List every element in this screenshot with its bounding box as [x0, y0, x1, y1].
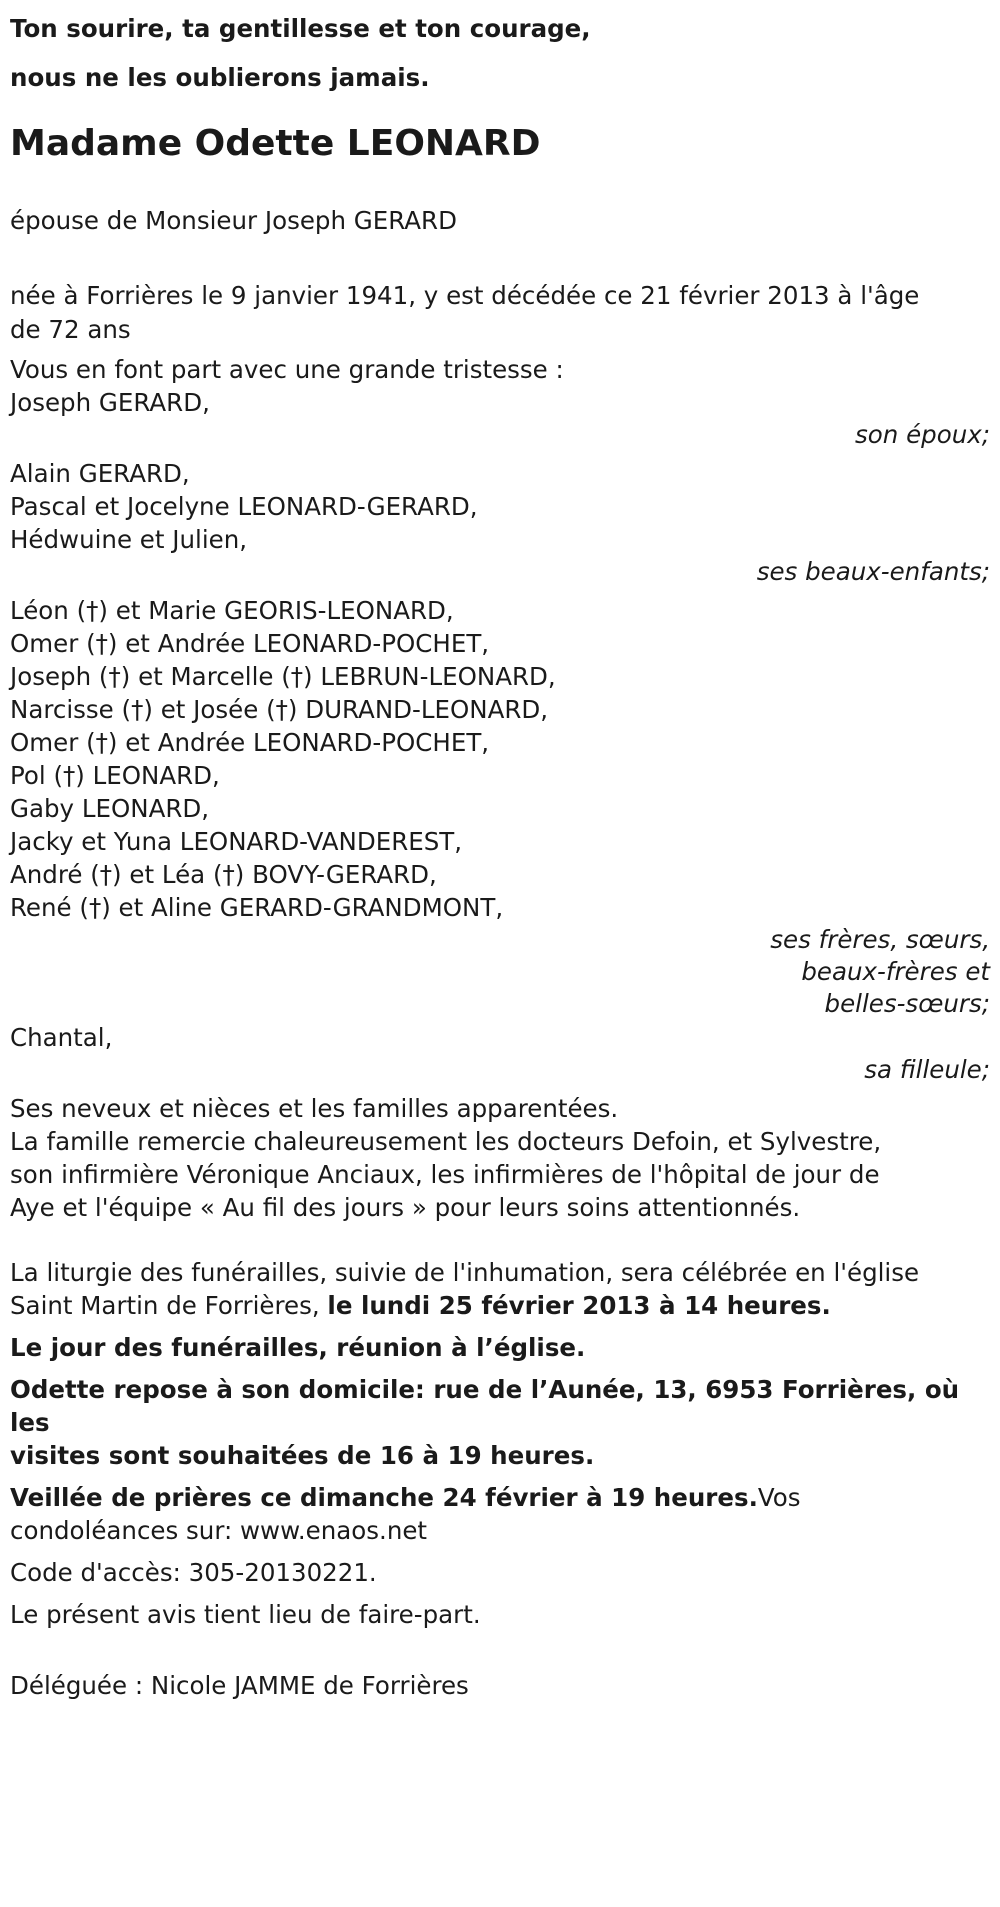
spouse-line: épouse de Monsieur Joseph GERARD [10, 206, 457, 235]
sibling-name: Jacky et Yuna LEONARD-VANDEREST, [10, 827, 463, 856]
sibling-name: Gaby LEONARD, [10, 794, 210, 823]
notice-line: Le présent avis tient lieu de faire-part. [10, 1600, 481, 1629]
thanks-line-1: La famille remercie chaleureusement les docteurs Defoin, et Sylvestre, [10, 1127, 882, 1156]
thanks-block [10, 1092, 990, 1224]
vigil-text: Veillée de prières ce dimanche 24 février à 19 heures. [10, 1483, 758, 1512]
liturgy-line-2 [10, 1289, 990, 1322]
thanks-line-3: Aye et l'équipe « Au fil des jours » pour leurs soins attentionnés. [10, 1193, 801, 1222]
birth-death-line-1: née à Forrières le 9 janvier 1941, y est décédée ce 21 février 2013 à l'âge [10, 281, 920, 310]
stepchild-name: Alain GERARD, [10, 459, 190, 488]
motto-line-1: Ton sourire, ta gentillesse et ton courage, [10, 14, 591, 43]
liturgy-line-1: La liturgie des funérailles, suivie de l'inhumation, sera célébrée en l'église [10, 1258, 920, 1287]
goddaughter-role: sa filleule; [864, 1055, 990, 1084]
liturgy-location: Saint Martin de Forrières, [10, 1291, 328, 1320]
sibling-name: Narcisse (†) et Josée (†) DURAND-LEONARD, [10, 695, 549, 724]
delegate-line: Déléguée : Nicole JAMME de Forrières [10, 1671, 469, 1700]
stepchildren-role: ses beaux-enfants; [756, 557, 990, 586]
liturgy-datetime: le lundi 25 février 2013 à 14 heures. [327, 1291, 831, 1320]
stepchildren-group [10, 457, 990, 588]
access-code: Code d'accès: 305-20130221. [10, 1558, 377, 1587]
condolences-link-line: condoléances sur: www.enaos.net [10, 1516, 428, 1545]
siblings-role [10, 924, 990, 1020]
spouse-role: son époux; [855, 420, 990, 449]
sibling-name: Pol (†) LEONARD, [10, 761, 220, 790]
spouse-name: Joseph GERARD, [10, 388, 210, 417]
sibling-name: René (†) et Aline GERARD-GRANDMONT, [10, 893, 504, 922]
stepchild-name: Hédwuine et Julien, [10, 525, 248, 554]
siblings-group [10, 594, 990, 1020]
deceased-name: Madame Odette LEONARD [10, 123, 541, 164]
sibling-name: Joseph (†) et Marcelle (†) LEBRUN-LEONARD, [10, 662, 556, 691]
rest-block [10, 1373, 990, 1472]
sibling-name: Omer (†) et Andrée LEONARD-POCHET, [10, 629, 490, 658]
goddaughter-name: Chantal, [10, 1023, 113, 1052]
sibling-name: André (†) et Léa (†) BOVY-GERARD, [10, 860, 437, 889]
sibling-name: Léon (†) et Marie GEORIS-LEONARD, [10, 596, 454, 625]
birth-death-line-2: de 72 ans [10, 315, 131, 344]
goddaughter-group [10, 1020, 990, 1084]
siblings-role-line: belles-sœurs; [824, 989, 990, 1018]
motto-line-2: nous ne les oublierons jamais. [10, 63, 430, 92]
vigil-block [10, 1481, 990, 1547]
siblings-role-line: beaux-frères et [801, 957, 990, 986]
rest-line-2: visites sont souhaitées de 16 à 19 heures. [10, 1441, 595, 1470]
sibling-name: Omer (†) et Andrée LEONARD-POCHET, [10, 728, 490, 757]
relatives-line: Ses neveux et nièces et les familles apparentées. [10, 1094, 619, 1123]
vigil-condolences-start: Vos [757, 1483, 801, 1512]
rest-line-1: Odette repose à son domicile: rue de l’Aunée, 13, 6953 Forrières, où les [10, 1375, 960, 1437]
spouse-group [10, 387, 990, 451]
vigil-line-1 [10, 1481, 990, 1514]
siblings-role-line: ses frères, sœurs, [770, 925, 990, 954]
liturgy-block [10, 1256, 990, 1322]
thanks-line-2: son infirmière Véronique Anciaux, les infirmières de l'hôpital de jour de [10, 1160, 880, 1189]
meeting-line: Le jour des funérailles, réunion à l’église. [10, 1333, 586, 1362]
stepchild-name: Pascal et Jocelyne LEONARD-GERARD, [10, 492, 478, 521]
announcement: Vous en font part avec une grande tristesse : [10, 355, 564, 384]
